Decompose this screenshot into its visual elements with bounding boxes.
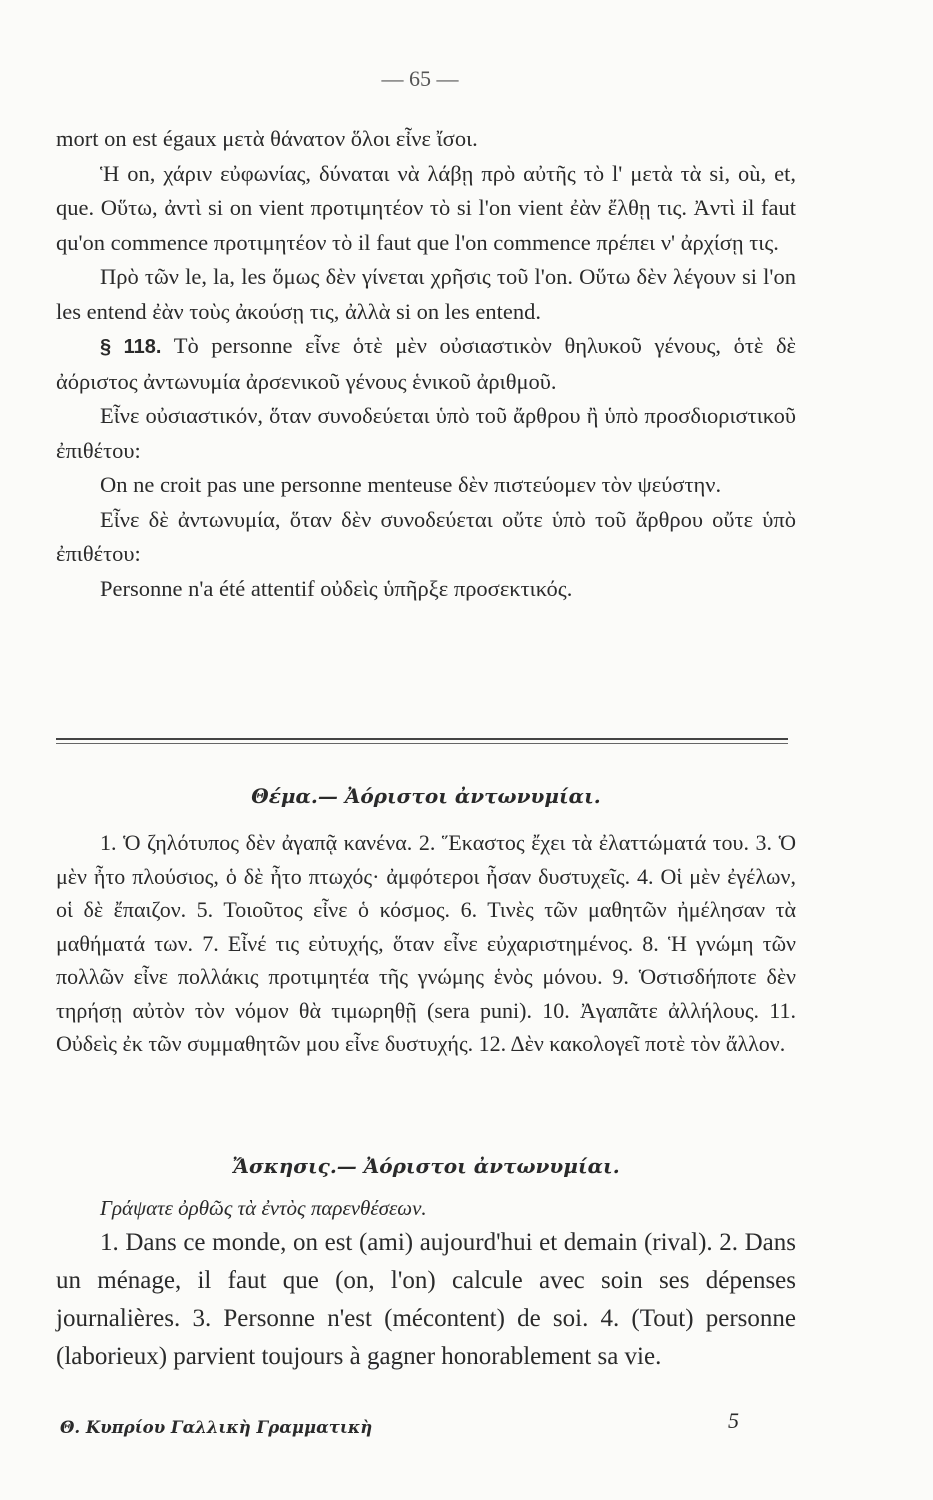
instruction: Γράψατε ὀρθῶς τὰ ἐντὸς παρενθέσεων.: [100, 1196, 427, 1220]
footer-title: Θ. Κυπρίου Γαλλικὴ Γραμματικὴ: [60, 1418, 373, 1437]
paragraph-2: Ἡ on, χάριν εὐφωνίας, δύναται νὰ λάβῃ πρὸ αὐτῆς τὸ l' μετὰ τὰ si, où, et, que. Οὕτω, ἀντὶ si on vient προτιμητέον τὸ si l'on vient ἐὰν ἔλθῃ τις. Ἀντὶ il faut qu'on commence προτιμητέον τὸ il faut que l'on commence πρέπει ν' ἀρχίσῃ τις.: [56, 160, 796, 255]
section-divider: [56, 738, 788, 740]
paragraph-8: Personne n'a été attentif οὐδεὶς ὑπῆρξε προσεκτικός.: [100, 575, 573, 601]
section-divider-thin: [56, 743, 788, 744]
paragraph-4: [56, 329, 796, 399]
paragraph-3: Πρὸ τῶν le, la, les ὅμως δὲν γίνεται χρῆσις τοῦ l'on. Οὕτω δὲν λέγουν si l'on les entend ἐὰν τοὺς ἀκούσῃ τις, ἀλλὰ si on les entend.: [56, 264, 796, 324]
paragraph-6: On ne croit pas une personne menteuse δὲν πιστεύομεν τὸν ψεύστην.: [100, 472, 722, 497]
footer-signature: 5: [728, 1408, 739, 1433]
page-number: — 65 —: [381, 66, 459, 91]
thema-heading: Θέμα.— Ἀόριστοι ἀντωνυμίαι.: [251, 784, 601, 808]
paragraph-1: mort on est égaux μετὰ θάνατον ὅλοι εἶνε ἴσοι.: [56, 126, 478, 151]
section-mark: § 118.: [100, 336, 162, 358]
paragraph-7: Εἶνε δὲ ἀντωνυμία, ὅταν δὲν συνοδεύεται οὔτε ὑπὸ τοῦ ἄρθρου οὔτε ὑπὸ ἐπιθέτου:: [56, 506, 796, 566]
thema-text: [56, 826, 796, 1061]
paragraph-4-text: Τὸ personne εἶνε ὁτὲ μὲν οὐσιαστικὸν θηλυκοῦ γένους, ὁτὲ δὲ ἀόριστος ἀντωνυμία ἀρσενικοῦ γένους ἑνικοῦ ἀριθμοῦ.: [56, 333, 796, 394]
top-text-block: [56, 122, 796, 606]
askisis-heading: Ἄσκησις.— Ἀόριστοι ἀντωνυμίαι.: [232, 1154, 620, 1178]
exercise-text: [56, 1224, 796, 1376]
paragraph-5: Εἶνε οὐσιαστικόν, ὅταν συνοδεύεται ὑπὸ τοῦ ἄρθρου ἢ ὑπὸ προσδιοριστικοῦ ἐπιθέτου:: [56, 403, 796, 463]
thema-paragraph: 1. Ὁ ζηλότυπος δὲν ἀγαπᾷ κανένα. 2. Ἕκαστος ἔχει τὰ ἐλαττώματά του. 3. Ὁ μὲν ἦτο πλούσιος, ὁ δὲ ἦτο πτωχός· ἀμφότεροι ἦσαν δυστυχεῖς. 4. Οἱ μὲν ἐγέλων, οἱ δὲ ἔπαιζον. 5. Τοιοῦτος εἶνε ὁ κόσμος. 6. Τινὲς τῶν μαθητῶν ἠμέλησαν τὰ μαθήματά των. 7. Εἶνέ τις εὐτυχής, ὅταν εἶνε εὐχαριστημένος. 8. Ἡ γνώμη τῶν πολλῶν εἶνε πολλάκις προτιμητέα τῆς γνώμης ἑνὸς μόνου. 9. Ὁστισδήποτε δὲν τηρήσῃ αὐτὸν τὸν νόμον θὰ τιμωρηθῇ (sera puni). 10. Ἀγαπᾶτε ἀλλήλους. 11. Οὐδεὶς ἐκ τῶν συμμαθητῶν μου εἶνε δυστυχής. 12. Δὲν κακολογεῖ ποτὲ τὸν ἄλλον.: [56, 830, 796, 1056]
exercise-paragraph: 1. Dans ce monde, on est (ami) aujourd'hui et demain (rival). 2. Dans un ménage, il faut que (on, l'on) calcule avec soin ses dépenses journalières. 3. Personne n'est (mécontent) de soi. 4. (Tout) personne (laborieux) parvient toujours à gagner honorablement sa vie.: [56, 1229, 796, 1370]
